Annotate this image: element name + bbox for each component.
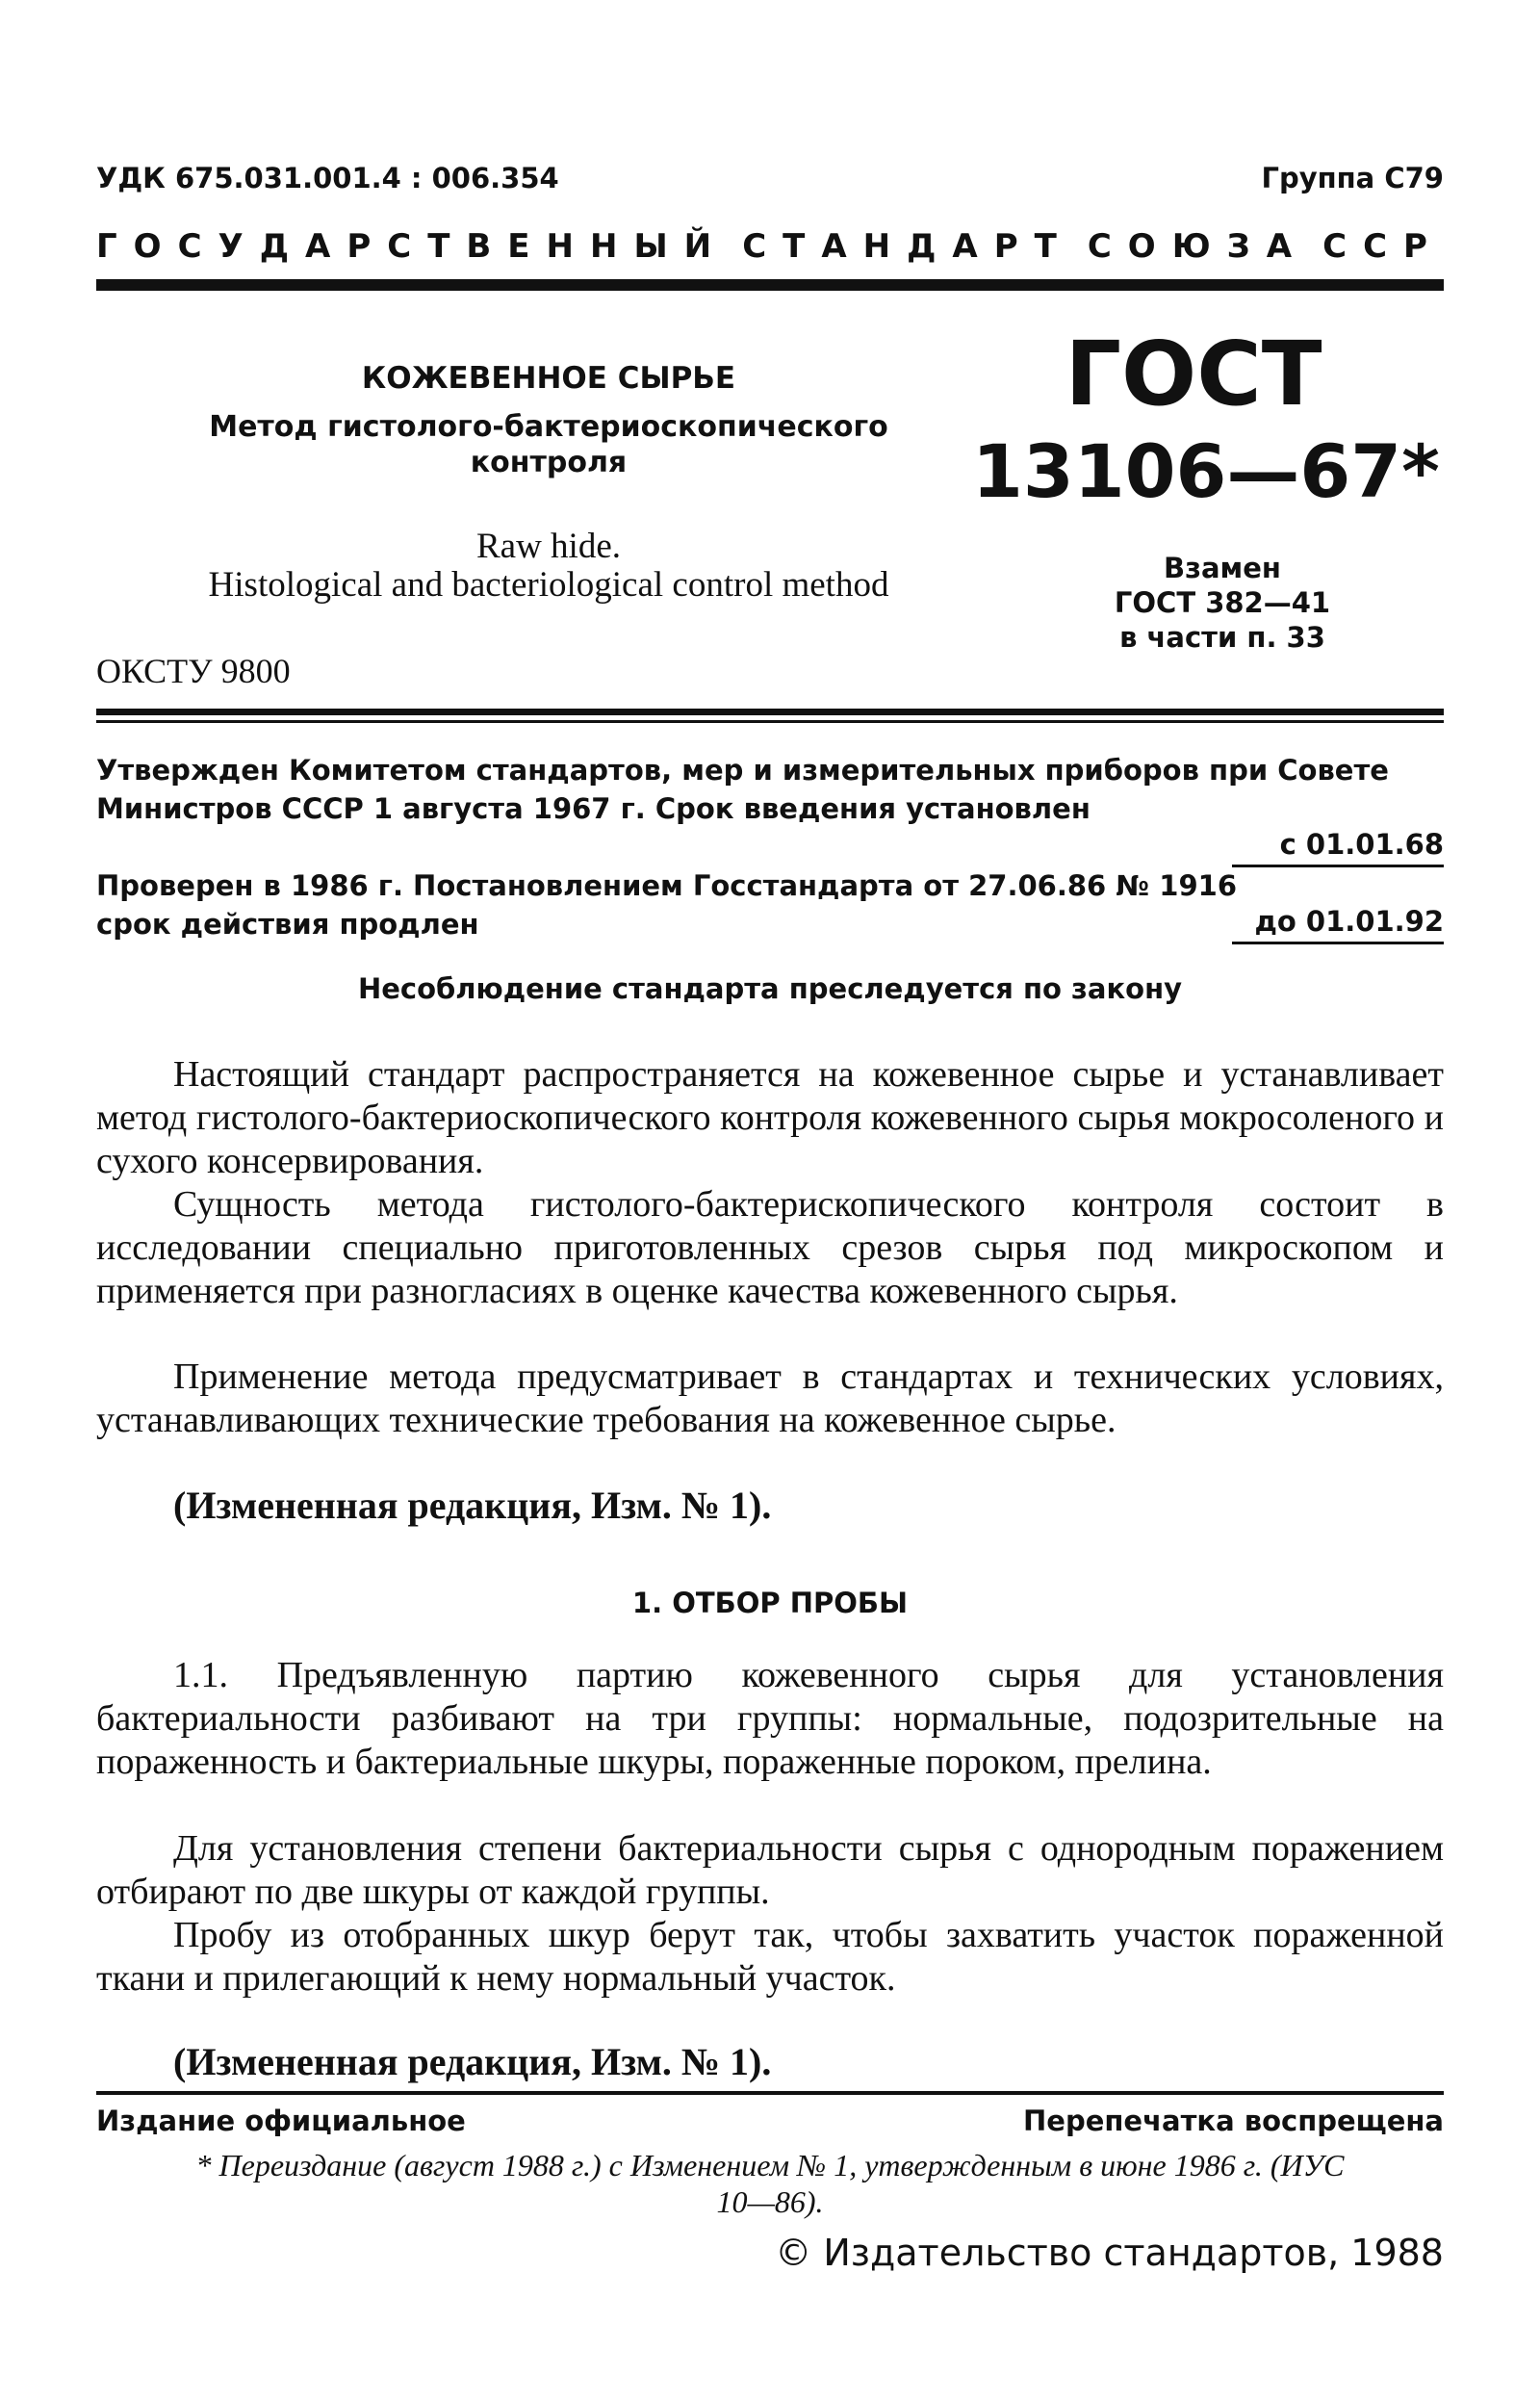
replaces-line: в части п. 33 bbox=[1119, 621, 1325, 654]
revision-note: (Измененная редакция, Изм. № 1). bbox=[173, 1484, 772, 1527]
title-rule-thin bbox=[96, 720, 1444, 723]
gost-number: 13106—67* bbox=[972, 428, 1440, 514]
document-subtitle: Метод гистолого-бактериоскопического контроля bbox=[209, 410, 888, 479]
checked-text: Проверен в 1986 г. Постановлением Госстандарта от 27.06.86 № 1916 срок действия продлен bbox=[96, 869, 1238, 941]
paragraph: Настоящий стандарт распространяется на кожевенное сырье и устанавливает метод гистолого-бактериоскопического контроля кожевенного сырья мокросоленого и сухого консервирования. bbox=[96, 1054, 1444, 1181]
replaces-line: Взамен bbox=[1164, 552, 1281, 584]
paragraph: Пробу из отобранных шкур берут так, чтобы захватить участок пораженной ткани и прилегающий к нему нормальный участок. bbox=[96, 1915, 1444, 1999]
banner-word: СТАНДАРТ bbox=[742, 227, 1073, 266]
validity-date: до 01.01.92 bbox=[1254, 905, 1444, 938]
paragraph: Сущность метода гистолого-бактерископического контроля состоит в исследовании специально приготовленных срезов сырья под микроскопом и применяется при разногласиях в оценке качества кожевенного сырья. bbox=[96, 1184, 1444, 1311]
paragraph: Для установления степени бактериальности сырья с однородным поражением отбирают по две шкуры от каждой группы. bbox=[96, 1828, 1444, 1912]
banner-word: СОЮЗА bbox=[1087, 227, 1309, 266]
edition-label: Издание официальное bbox=[96, 2105, 466, 2137]
gost-label: ГОСТ bbox=[1065, 323, 1322, 426]
publisher-copyright: © Издательство стандартов, 1988 bbox=[775, 2232, 1444, 2274]
english-title-line: Raw hide. bbox=[475, 527, 622, 566]
approval-text: Утвержден Комитетом стандартов, мер и измерительных приборов при Совете Министров СССР 1 августа 1967 г. Срок введения установлен bbox=[96, 754, 1389, 825]
section-heading: 1. ОТБОР ПРОБЫ bbox=[631, 1587, 909, 1619]
republication-note: * Переиздание (август 1988 г.) с Изменением № 1, утвержденным в июне 1986 г. (ИУС 10—86). bbox=[195, 2148, 1345, 2219]
introduction-date: с 01.01.68 bbox=[1279, 828, 1444, 861]
replaces-note bbox=[1059, 551, 1386, 655]
footer-rule bbox=[96, 2091, 1444, 2095]
paragraph: 1.1. Предъявленную партию кожевенного сырья для установления бактериальности разбивают на три группы: нормальные, подозрительные на пораженность и бактериальные шкуры, пораженные пороком, прелина. bbox=[96, 1655, 1444, 1782]
document-title: КОЖЕВЕННОЕ СЫРЬЕ bbox=[361, 361, 736, 396]
group-code: Группа С79 bbox=[1261, 162, 1444, 194]
paragraph: Применение метода предусматривает в стандартах и технических условиях, устанавливающих технические требования на кожевенное сырье. bbox=[96, 1356, 1444, 1440]
date-underline bbox=[1232, 942, 1444, 944]
reprint-notice: Перепечатка воспрещена bbox=[1023, 2105, 1444, 2137]
english-title-line: Histological and bacteriological control method bbox=[208, 565, 889, 605]
banner-word: ССР bbox=[1322, 227, 1444, 266]
okstu-code: ОКСТУ 9800 bbox=[96, 652, 291, 690]
banner-word: ГОСУДАРСТВЕННЫЙ bbox=[96, 227, 729, 266]
replaces-line: ГОСТ 382—41 bbox=[1114, 586, 1331, 619]
state-standard-banner bbox=[96, 227, 1444, 266]
revision-note: (Измененная редакция, Изм. № 1). bbox=[173, 2040, 772, 2083]
date-underline bbox=[1232, 865, 1444, 867]
legal-notice: Несоблюдение стандарта преследуется по закону bbox=[357, 972, 1183, 1005]
title-rule bbox=[96, 709, 1444, 715]
english-title bbox=[173, 528, 924, 605]
udk-code: УДК 675.031.001.4 : 006.354 bbox=[96, 162, 559, 194]
header-rule bbox=[96, 279, 1444, 291]
